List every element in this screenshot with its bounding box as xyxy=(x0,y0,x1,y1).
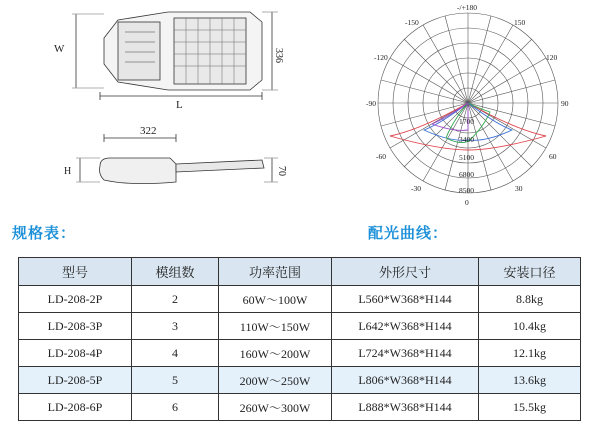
col-dimensions: 外形尺寸 xyxy=(332,258,479,286)
lamp-side-view xyxy=(76,134,278,184)
cell-dimensions: L888*W368*H144 xyxy=(332,394,479,421)
cell-power: 200W～250W xyxy=(219,367,332,394)
angle-m60: -60 xyxy=(376,152,386,161)
angle-m150: -150 xyxy=(405,18,419,27)
col-modules: 模组数 xyxy=(132,258,219,286)
cell-modules: 6 xyxy=(132,394,219,421)
ring-3400: 3400 xyxy=(459,135,474,144)
cell-weight: 12.1kg xyxy=(479,340,581,367)
ring-5100: 5100 xyxy=(459,153,474,162)
cell-dimensions: L560*W368*H144 xyxy=(332,286,479,313)
cell-modules: 5 xyxy=(132,367,219,394)
angle-m120: -120 xyxy=(374,53,388,62)
cell-weight: 13.6kg xyxy=(479,367,581,394)
cell-power: 160W～200W xyxy=(219,340,332,367)
cell-modules: 2 xyxy=(132,286,219,313)
cell-model: LD-208-3P xyxy=(19,313,132,340)
cell-power: 110W～150W xyxy=(219,313,332,340)
angle-m90: -90 xyxy=(366,99,376,108)
cell-weight: 8.8kg xyxy=(479,286,581,313)
spec-heading: 规格表： xyxy=(12,224,77,242)
lamp-top-view xyxy=(72,12,278,100)
dim-322-label: 322 xyxy=(140,125,157,137)
technical-drawing xyxy=(0,0,600,215)
cell-dimensions: L806*W368*H144 xyxy=(332,367,479,394)
angle-0: 0 xyxy=(465,198,469,207)
table-row xyxy=(19,286,581,313)
table-row xyxy=(19,394,581,421)
col-power: 功率范围 xyxy=(219,258,332,286)
angle-60: 60 xyxy=(549,152,557,161)
spec-table xyxy=(18,257,581,421)
cell-modules: 3 xyxy=(132,313,219,340)
angle-90: 90 xyxy=(561,99,569,108)
dim-70-label: 70 xyxy=(276,166,287,176)
angle-m30: -30 xyxy=(411,184,421,193)
cell-model: LD-208-5P xyxy=(19,367,132,394)
cell-power: 60W～100W xyxy=(219,286,332,313)
polar-diagram xyxy=(378,13,558,193)
cell-dimensions: L724*W368*H144 xyxy=(332,340,479,367)
curve-heading: 配光曲线： xyxy=(368,224,449,242)
dim-h-label: H xyxy=(64,166,72,177)
ring-8500: 8500 xyxy=(459,186,474,195)
cell-model: LD-208-6P xyxy=(19,394,132,421)
cell-power: 260W～300W xyxy=(219,394,332,421)
table-row xyxy=(19,340,581,367)
dim-l-label: L xyxy=(176,99,183,111)
cell-dimensions: L642*W368*H144 xyxy=(332,313,479,340)
angle-30: 30 xyxy=(515,184,523,193)
col-weight: 安装口径 xyxy=(479,258,581,286)
table-row xyxy=(19,313,581,340)
ring-1700: 1700 xyxy=(459,117,474,126)
dim-336-label: 336 xyxy=(273,48,284,63)
cell-modules: 4 xyxy=(132,340,219,367)
table-row-highlighted xyxy=(19,367,581,394)
cell-model: LD-208-4P xyxy=(19,340,132,367)
dim-w-label: W xyxy=(54,43,65,55)
col-model: 型号 xyxy=(19,258,132,286)
angle-top: -/+180 xyxy=(457,3,478,12)
cell-weight: 15.5kg xyxy=(479,394,581,421)
ring-6800: 6800 xyxy=(459,170,474,179)
table-header-row xyxy=(19,258,581,286)
cell-weight: 10.4kg xyxy=(479,313,581,340)
angle-150: 150 xyxy=(514,18,526,27)
cell-model: LD-208-2P xyxy=(19,286,132,313)
angle-120: 120 xyxy=(546,53,558,62)
